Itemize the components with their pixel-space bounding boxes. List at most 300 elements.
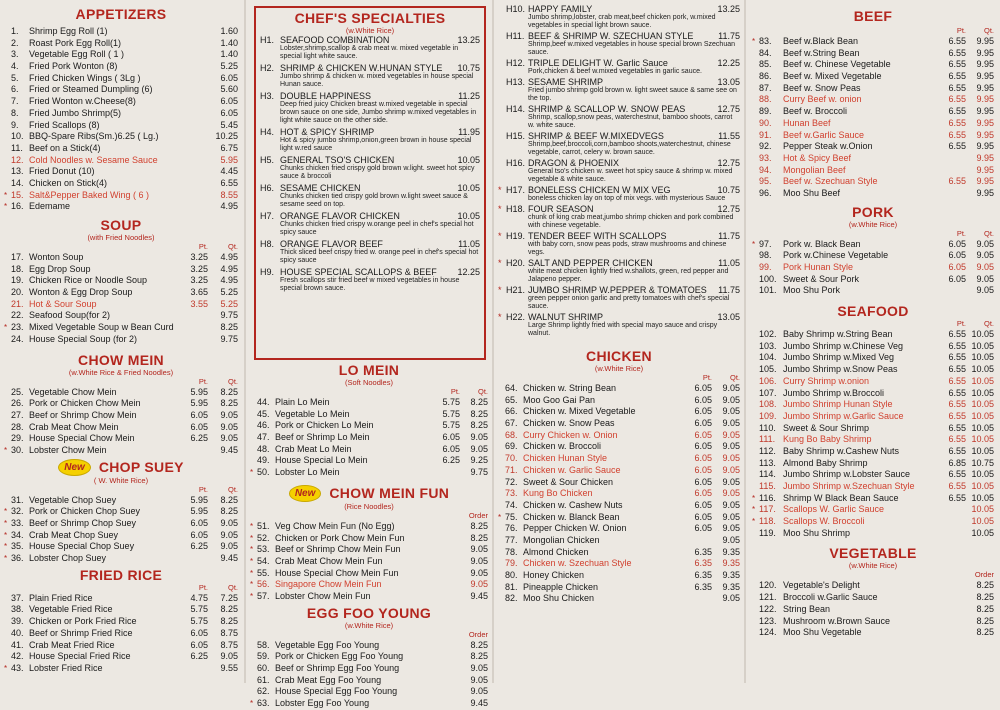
item-name: SHRIMP & SCALLOP W. SNOW PEAS xyxy=(528,104,686,114)
item-name: Beef or Shrimp Chop Suey xyxy=(29,518,137,528)
item-price-qt: 9.05 xyxy=(722,464,740,475)
menu-item xyxy=(250,568,488,580)
item-number: 100. xyxy=(759,273,777,284)
chef-item xyxy=(260,63,480,73)
item-number: 13. xyxy=(11,166,24,177)
menu-item xyxy=(752,94,994,106)
item-price-qt: 8.25 xyxy=(220,398,238,409)
item-name: Chicken w. Mixed Vegetable xyxy=(523,406,636,417)
house-item xyxy=(498,31,740,41)
item-number: 4. xyxy=(11,61,19,72)
item-price-qt: 9.05 xyxy=(722,418,740,429)
egg_foo_young-subtitle: (w.White Rice) xyxy=(344,620,394,630)
item-number: 16. xyxy=(11,201,24,212)
menu-item xyxy=(250,444,488,456)
item-price-pt: 5.95 xyxy=(190,398,208,409)
item-price-qt: 9.95 xyxy=(976,106,994,117)
item-name: Beef w. Mixed Vegetable xyxy=(783,71,882,82)
item-name: Moo Shu Beef xyxy=(783,187,841,198)
star-icon: * xyxy=(250,468,254,478)
house-item xyxy=(498,104,740,114)
item-price-pt: 5.95 xyxy=(190,506,208,517)
menu-item xyxy=(250,521,488,533)
order-label: Order xyxy=(468,510,488,520)
item-number: H12. xyxy=(506,58,526,68)
item-number: 99. xyxy=(759,262,772,272)
item-price-pt: 3.25 xyxy=(190,263,208,274)
item-price-pt: 6.05 xyxy=(948,262,966,272)
item-price: 11.75 xyxy=(718,31,740,41)
item-name: Moo Shu Shrimp xyxy=(783,527,851,538)
item-number: 76. xyxy=(505,523,518,534)
menu-item xyxy=(752,423,994,435)
menu-item xyxy=(4,73,238,85)
menu-item xyxy=(4,38,238,50)
menu-item xyxy=(752,329,994,341)
item-number: H1. xyxy=(260,35,275,45)
menu-item xyxy=(752,352,994,364)
menu-item xyxy=(752,516,994,528)
item-description: Hot & spicy jumbo shrimp,onion,green brown in house special light w.red sauce xyxy=(280,137,472,152)
fried_rice-price-header xyxy=(4,583,238,593)
item-name: TRIPLE DELIGHT W. Garlic Sauce xyxy=(528,58,668,68)
item-number: 78. xyxy=(505,546,518,557)
menu-item xyxy=(4,387,238,399)
item-price-qt: 10.05 xyxy=(971,422,994,433)
item-description: General tso's chicken w. sweet hot spicy sauce & shrimp w. mixed vegetable & white sauce. xyxy=(528,168,733,183)
item-name: House Special Chow Mein xyxy=(29,433,135,444)
item-price-qt: 10.05 xyxy=(971,469,994,480)
item-name: Roast Pork Egg Roll(1) xyxy=(29,37,122,48)
item-number: 105. xyxy=(759,364,777,375)
item-price-qt: 10.75 xyxy=(971,457,994,468)
item-number: 89. xyxy=(759,106,772,117)
item-name: Fried Pork Wonton (8) xyxy=(29,61,118,72)
soup-subtitle: (with Fried Noodles) xyxy=(87,233,155,242)
seafood-price-header xyxy=(752,319,994,329)
star-icon xyxy=(498,77,506,87)
menu-item xyxy=(4,299,238,311)
soup-price-header xyxy=(4,242,238,252)
item-price: 12.25 xyxy=(457,267,480,277)
item-price-pt: 6.55 xyxy=(948,422,966,433)
item-price-pt: 6.55 xyxy=(948,340,966,351)
item-description: Chunks chicken fried crispy gold brown w.light. sweet hot spicy sauce & broccoli xyxy=(280,165,475,180)
pork-price-header xyxy=(752,229,994,239)
item-number: 121. xyxy=(759,592,777,603)
item-number: 106. xyxy=(759,375,777,386)
item-number: 35. xyxy=(11,541,24,552)
menu-item xyxy=(752,274,994,286)
item-name: Pineapple Chicken xyxy=(523,581,599,592)
item-price: 6.05 xyxy=(220,72,238,83)
item-number: 6. xyxy=(11,84,19,95)
menu-item xyxy=(4,252,238,264)
item-price-pt: 6.25 xyxy=(190,433,208,444)
item-price: 9.05 xyxy=(470,555,488,566)
item-price-qt: 9.35 xyxy=(722,558,740,569)
item-price-qt: 8.25 xyxy=(220,322,238,333)
chicken-title: CHICKEN xyxy=(586,348,652,364)
menu-item xyxy=(752,580,994,592)
chop_suey-price-header xyxy=(4,485,238,495)
menu-item xyxy=(752,153,994,165)
item-name: Pork Hunan Style xyxy=(783,262,854,272)
item-number: 115. xyxy=(759,481,776,491)
item-number: 47. xyxy=(257,432,270,443)
item-number: 46. xyxy=(257,420,270,431)
star-icon: * xyxy=(498,312,502,322)
item-name: Vegetable Chow Mein xyxy=(29,386,117,397)
item-name: ORANGE FLAVOR BEEF xyxy=(280,239,383,249)
item-number: 104. xyxy=(759,352,777,363)
menu-item xyxy=(752,239,994,251)
item-number: 20. xyxy=(11,287,24,298)
item-number: 65. xyxy=(505,394,518,405)
menu-item xyxy=(4,310,238,322)
menu-item xyxy=(4,530,238,542)
item-name: Lobster Lo Mein xyxy=(275,467,340,478)
item-price-pt: 6.05 xyxy=(694,441,712,452)
qt-label: Qt. xyxy=(983,319,994,329)
fried-rice-section xyxy=(4,567,238,675)
item-name: Crab Meat Fried Rice xyxy=(29,639,115,650)
item-name: Vegetable Egg Roll ( 1 ) xyxy=(29,49,125,60)
vegetable-section xyxy=(752,545,994,638)
item-number: 86. xyxy=(759,71,772,82)
menu-item xyxy=(498,465,740,477)
item-number: 118. xyxy=(759,516,776,527)
menu-item xyxy=(752,364,994,376)
item-name: Crab Meat Chow Mein Fun xyxy=(275,555,383,566)
item-price: 12.75 xyxy=(717,204,740,214)
menu-item xyxy=(4,322,238,334)
item-number: 8. xyxy=(11,107,19,118)
item-name: Lobster Chow Mein Fun xyxy=(275,590,371,601)
item-price-qt: 9.95 xyxy=(976,129,994,140)
star-icon: * xyxy=(498,258,502,268)
item-name: Curry Beef w. onion xyxy=(783,94,862,105)
item-price: 6.75 xyxy=(220,142,238,153)
item-price: 10.25 xyxy=(215,131,238,142)
menu-item xyxy=(752,469,994,481)
item-number: 120. xyxy=(759,580,777,591)
item-price: 8.25 xyxy=(976,592,994,603)
chop_suey-subtitle: ( W. White Rice) xyxy=(93,475,149,485)
item-price: 9.05 xyxy=(470,544,488,555)
star-icon xyxy=(498,4,506,14)
item-price: 11.05 xyxy=(718,258,740,268)
qt-label: Qt. xyxy=(729,373,740,382)
item-price: 9.45 xyxy=(470,590,488,601)
menu-item xyxy=(4,84,238,96)
item-name: Lobster Chop Suey xyxy=(29,553,107,564)
item-price-pt: 3.65 xyxy=(190,287,208,298)
house-item xyxy=(498,258,740,268)
item-price-pt: 6.05 xyxy=(694,429,712,440)
item-price-pt: 6.05 xyxy=(190,529,208,540)
item-price-qt: 10.05 xyxy=(971,410,994,421)
item-name: Curry Chicken w. Onion xyxy=(523,429,618,440)
item-name: JUMBO SHRIMP W.PEPPER & TOMATOES xyxy=(528,285,707,295)
pt-label: Pt. xyxy=(198,484,208,494)
item-description: boneless chicken lay on top of mix vegs. with mysterious Sauce xyxy=(528,195,726,202)
menu-item xyxy=(4,640,238,652)
item-name: Mixed Vegetable Soup w Bean Curd xyxy=(29,322,174,333)
item-name: Jumbo Shrimp w.Lobster Sauce xyxy=(783,469,911,480)
item-number: 92. xyxy=(759,141,772,152)
item-price-pt: 5.75 xyxy=(190,604,208,615)
item-number: H22. xyxy=(506,312,526,322)
item-price-qt: 9.05 xyxy=(722,534,740,545)
house-item xyxy=(498,185,740,195)
item-price-qt: 9.95 xyxy=(976,47,994,58)
item-name: Seafood Soup(for 2) xyxy=(29,310,111,321)
item-price-qt: 9.05 xyxy=(722,523,740,534)
item-number: H17. xyxy=(506,185,526,195)
menu-item xyxy=(4,166,238,178)
item-number: 112. xyxy=(759,445,776,456)
menu-item xyxy=(4,495,238,507)
item-price-pt: 6.05 xyxy=(948,273,966,284)
item-price-pt: 6.55 xyxy=(948,176,966,187)
item-description: chunk of king crab meat,jumbo shrimp chicken and pork combined with chinese vegetable. xyxy=(528,214,734,229)
item-number: 21. xyxy=(11,298,24,309)
item-number: 22. xyxy=(11,310,24,321)
item-price-qt: 9.95 xyxy=(976,82,994,93)
item-price-pt: 6.35 xyxy=(694,546,712,557)
item-price-qt: 9.05 xyxy=(722,383,740,393)
chicken-section xyxy=(498,348,740,605)
item-price-pt: 6.35 xyxy=(694,558,712,569)
chef-item xyxy=(260,267,480,277)
item-name: Pork or Chicken Lo Mein xyxy=(275,420,374,431)
item-number: 81. xyxy=(505,581,518,592)
item-price-qt: 9.05 xyxy=(976,238,994,249)
item-name: Plain Fried Rice xyxy=(29,592,93,603)
pork-section xyxy=(752,204,994,297)
item-price: 11.05 xyxy=(458,239,480,249)
menu-item xyxy=(752,118,994,130)
item-name: House Special Soup (for 2) xyxy=(29,333,138,344)
item-description: Lobster,shrimp,scallop & crab meat w. mixed vegetable in special light white sauce. xyxy=(280,45,459,60)
item-number: 11. xyxy=(11,142,23,153)
star-icon: * xyxy=(752,493,756,503)
item-number: H7. xyxy=(260,211,275,221)
item-price-qt: 9.05 xyxy=(722,394,740,405)
menu-item xyxy=(752,504,994,516)
item-name: Shrimp W Black Bean Sauce xyxy=(783,492,899,503)
menu-item xyxy=(4,287,238,299)
item-name: Lobster Chow Mein xyxy=(29,444,107,455)
item-price-qt: 10.05 xyxy=(971,481,994,491)
item-number: 64. xyxy=(505,383,518,393)
menu-item xyxy=(4,96,238,108)
item-name: Vegetable Chop Suey xyxy=(29,494,117,505)
item-name: Hot & Sour Soup xyxy=(29,298,97,309)
item-number: 9. xyxy=(11,119,19,130)
menu-item xyxy=(250,420,488,432)
item-price: 10.05 xyxy=(457,211,480,221)
item-number: 124. xyxy=(759,627,777,638)
item-number: 66. xyxy=(505,406,518,417)
star-icon xyxy=(498,58,506,68)
item-price-qt: 10.05 xyxy=(971,340,994,351)
star-icon: * xyxy=(250,545,254,555)
item-name: Moo Goo Gai Pan xyxy=(523,394,596,405)
item-price-qt: 10.05 xyxy=(971,492,994,503)
item-price: 1.40 xyxy=(220,49,238,60)
menu-item xyxy=(4,49,238,61)
item-name: Crab Meat Chow Mein xyxy=(29,421,119,432)
item-price-pt: 6.25 xyxy=(442,455,460,466)
item-number: 87. xyxy=(759,82,772,93)
star-icon xyxy=(498,158,506,168)
item-number: 63. xyxy=(257,698,270,709)
item-price-qt: 4.95 xyxy=(220,263,238,274)
menu-item xyxy=(498,418,740,430)
item-price: 5.60 xyxy=(220,84,238,95)
menu-item xyxy=(752,616,994,628)
item-price-qt: 9.05 xyxy=(722,488,740,499)
item-price: 8.55 xyxy=(220,189,238,200)
item-name: Beef or Shrimp Chow Mein Fun xyxy=(275,544,401,555)
item-name: Moo Shu Chicken xyxy=(523,593,595,604)
menu-item xyxy=(752,262,994,274)
item-price-qt: 9.35 xyxy=(722,546,740,557)
star-icon: * xyxy=(498,231,502,241)
item-name: Beef or Shrimp Fried Rice xyxy=(29,627,133,638)
menu-item xyxy=(498,570,740,582)
item-name: Wonton & Egg Drop Soup xyxy=(29,287,133,298)
item-price: 13.05 xyxy=(717,312,740,322)
item-number: 18. xyxy=(11,263,24,274)
item-price-qt: 9.95 xyxy=(976,187,994,198)
item-number: 45. xyxy=(257,408,270,419)
item-description: white meat chicken lightly fried w.shallots, green, red pepper and Jalapeno pepper. xyxy=(528,268,729,283)
item-price-pt: 5.75 xyxy=(442,420,460,431)
item-number: 31. xyxy=(11,494,24,505)
item-price: 4.45 xyxy=(220,166,238,177)
menu-item xyxy=(4,651,238,663)
item-price-pt: 6.05 xyxy=(694,511,712,522)
vegetable-subtitle: (w.White Rice) xyxy=(848,561,898,571)
menu-item xyxy=(4,190,238,202)
menu-item xyxy=(4,61,238,73)
item-price: 10.75 xyxy=(717,185,740,195)
soup-section xyxy=(4,217,238,346)
item-name: BONELESS CHICKEN W MIX VEG xyxy=(528,185,671,195)
item-name: Vegetable Lo Mein xyxy=(275,408,350,419)
item-price-pt: 5.95 xyxy=(190,386,208,397)
item-number: 103. xyxy=(759,340,777,351)
item-price-pt: 6.05 xyxy=(442,432,460,443)
item-description: Large Shrimp lightly fried with special mayo sauce and crispy walnut. xyxy=(528,322,718,337)
menu-item xyxy=(752,341,994,353)
item-number: H13. xyxy=(506,77,526,87)
item-number: 116. xyxy=(759,492,776,503)
menu-item xyxy=(752,627,994,639)
item-name: House Special Egg Foo Young xyxy=(275,686,398,697)
item-number: 111. xyxy=(759,434,776,445)
item-number: 94. xyxy=(759,164,772,175)
item-price-pt: 6.05 xyxy=(442,443,460,454)
item-number: 82. xyxy=(505,593,518,604)
item-price-qt: 9.05 xyxy=(976,262,994,272)
item-price-pt: 6.85 xyxy=(948,457,966,468)
item-description: Thick sliced beef crispy fried w. orange peel in chef's special hot spicy sauce xyxy=(280,249,479,264)
item-price: 8.25 xyxy=(976,627,994,638)
item-number: H18. xyxy=(506,204,526,214)
item-name: Mongolian Beef xyxy=(783,164,846,175)
item-price-pt: 6.05 xyxy=(694,488,712,499)
item-price-qt: 9.05 xyxy=(220,541,238,552)
pt-label: Pt. xyxy=(956,228,966,238)
item-price-pt: 6.55 xyxy=(948,364,966,375)
item-price-qt: 9.05 xyxy=(722,406,740,417)
item-number: H11. xyxy=(506,31,525,41)
item-name: Beef w. Broccoli xyxy=(783,106,848,117)
menu-item xyxy=(250,640,488,652)
item-price: 9.05 xyxy=(470,579,488,590)
item-price-pt: 6.55 xyxy=(948,387,966,398)
house-item xyxy=(498,231,740,241)
item-price-pt: 6.05 xyxy=(190,409,208,420)
item-number: 56. xyxy=(257,579,270,590)
item-name: ORANGE FLAVOR CHICKEN xyxy=(280,211,400,221)
item-number: 25. xyxy=(11,386,24,397)
menu-item xyxy=(4,604,238,616)
beef-price-header xyxy=(752,26,994,36)
beef-title: BEEF xyxy=(853,8,893,24)
menu-item xyxy=(4,120,238,132)
item-number: 15. xyxy=(11,189,24,200)
item-price-qt: 10.05 xyxy=(971,445,994,456)
item-name: Chicken or Pork Fried Rice xyxy=(29,616,137,627)
item-name: Beef or Shrimp Egg Foo Young xyxy=(275,663,400,673)
pt-label: Pt. xyxy=(198,242,208,251)
menu-item xyxy=(4,275,238,287)
menu-item xyxy=(498,395,740,407)
item-price-qt: 8.25 xyxy=(220,506,238,517)
menu-item xyxy=(4,553,238,565)
item-name: House Special Lo Mein xyxy=(275,455,368,466)
item-price-qt: 10.05 xyxy=(971,434,994,445)
item-price-pt: 6.55 xyxy=(948,410,966,421)
pt-label: Pt. xyxy=(956,26,966,35)
item-number: H9. xyxy=(260,267,275,277)
item-description: green pepper onion garlic and pretty tomatoes with chef's special sauce. xyxy=(528,295,730,310)
item-price-pt: 6.05 xyxy=(694,523,712,534)
menu-item xyxy=(250,556,488,568)
item-price-pt: 6.05 xyxy=(694,406,712,417)
item-price-qt: 9.05 xyxy=(470,443,488,454)
item-number: 14. xyxy=(11,177,24,188)
item-number: 80. xyxy=(505,570,518,580)
item-price: 1.40 xyxy=(220,37,238,48)
menu-item xyxy=(250,651,488,663)
pt-label: Pt. xyxy=(956,319,966,329)
item-price-pt: 6.05 xyxy=(948,238,966,249)
menu-item xyxy=(4,541,238,553)
menu-item xyxy=(752,83,994,95)
chow-mein-section xyxy=(4,352,238,457)
item-name: String Bean xyxy=(783,603,831,614)
item-number: 36. xyxy=(11,553,24,564)
item-name: Fried Wonton w.Cheese(8) xyxy=(29,96,136,107)
item-price-pt: 6.35 xyxy=(694,581,712,592)
item-name: Pepper Chicken W. Onion xyxy=(523,523,627,534)
